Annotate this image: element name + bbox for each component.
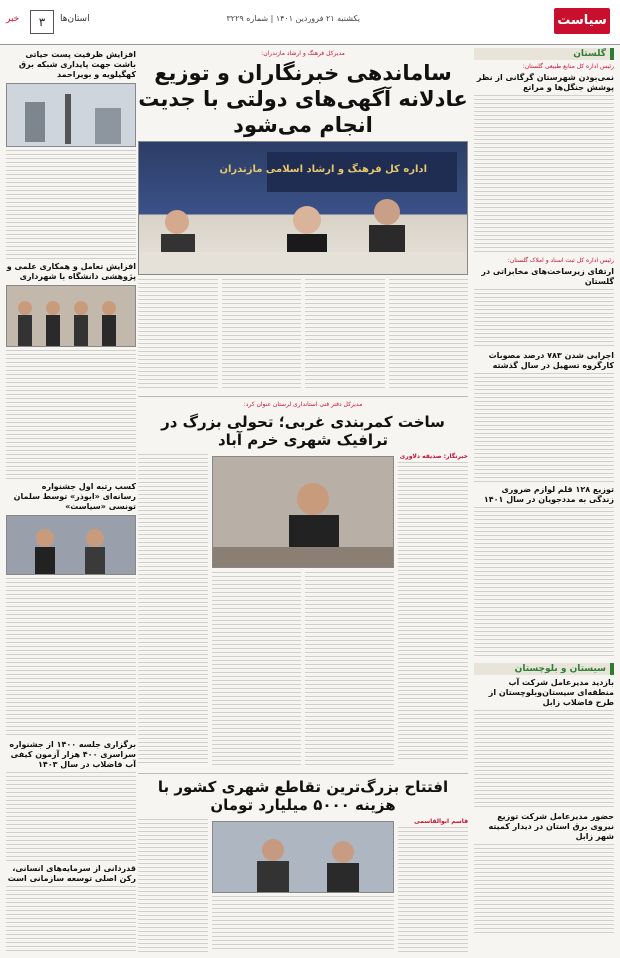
headline: افزایش ظرفیت پست حیاتی باشت جهت پایداری شبکه برق کهگیلویه و بویراحمد <box>18 50 136 79</box>
second-kicker: مدیرکل دفتر فنی استانداری لرستان عنوان کرد: <box>243 401 363 408</box>
second-photo <box>212 456 394 568</box>
section-sistan: سیستان و بلوچستان <box>474 663 614 675</box>
body-text <box>305 279 385 391</box>
body-text <box>474 289 614 349</box>
meeting-photo-graphic <box>138 142 467 274</box>
body-text <box>138 819 208 952</box>
body-text <box>6 886 136 952</box>
second-headline: ساخت کمربندی غربی؛ تحولی بزرگ در ترافیک شهری خرم آباد <box>161 413 445 449</box>
award-ceremony-graphic <box>6 516 135 574</box>
body-text <box>222 279 302 391</box>
body-text <box>398 827 468 952</box>
man-at-desk-graphic <box>213 457 393 567</box>
headline: کسب رتبه اول جشنواره رسانه‌ای «ابوذر» توسط سلمان تونسی «سیاست» <box>13 482 136 511</box>
third-author: قاسم ابوالقاسمی <box>414 818 468 825</box>
body-text <box>305 572 394 768</box>
body-text <box>212 572 301 768</box>
headline: توزیع ۱۲۸ قلم لوازم ضروری زندگی به مددجویان در سال ۱۴۰۱ <box>483 485 614 504</box>
headline: اجرایی شدن ۷۸۳ درصد مصوبات کارگروه تسهیل در سال گذشته <box>488 351 614 370</box>
body-text <box>6 772 136 862</box>
lead-kicker: مدیرکل فرهنگ و ارشاد مازندران: <box>261 50 345 57</box>
issue-date: یکشنبه ۲۱ فروردین ۱۴۰۱ | شماره ۳۲۲۹ <box>226 14 360 23</box>
newspaper-logo: سیاست <box>554 8 610 34</box>
substation-photo <box>6 83 136 147</box>
lead-headline: ساماندهی خبرنگاران و توزیع عادلانه آگهی‌های دولتی با جدیت انجام می‌شود <box>138 61 468 137</box>
middle-column <box>138 48 468 952</box>
body-text <box>474 373 614 483</box>
headline: برگزاری جلسه ۱۴۰۰ از جشنواره سراسری ۴۰۰ هزار آزمون کیفی آب فاضلاب در سال ۱۴۰۳ <box>9 740 136 769</box>
headline: بازدید مدیرعامل شرکت آب منطقه‌ای سیستان‌وبلوچستان از طرح فاضلاب زابل <box>488 678 614 707</box>
headline: ارتقای زیرساخت‌های مخابراتی در گلستان <box>481 267 614 286</box>
body-text <box>474 507 614 657</box>
news-label: خبر <box>6 14 20 24</box>
kicker: رئیس اداره کل منابع طبیعی گلستان: <box>522 63 614 70</box>
divider <box>138 773 468 774</box>
photo-caption: اداره کل فرهنگ و ارشاد اسلامی مازندران <box>219 164 427 175</box>
body-text <box>138 454 208 764</box>
third-headline: افتتاح بزرگ‌ترین تقاطع شهری کشور با هزینه ۵۰۰۰ میلیارد تومان <box>157 778 449 814</box>
headline: قدردانی از سرمایه‌های انسانی، رکن اصلی توسعه سازمانی است <box>7 864 136 883</box>
headline: افزایش تعامل و همکاری علمی و پژوهشی دانشگاه با شهرداری <box>6 262 136 281</box>
body-text <box>398 462 468 762</box>
page-number: ۳ <box>30 10 54 34</box>
body-text <box>474 710 614 810</box>
power-station-graphic <box>6 84 135 146</box>
lead-photo <box>138 141 468 275</box>
section-golestan: گلستان <box>474 48 614 60</box>
body-text <box>389 279 469 391</box>
divider <box>138 396 468 397</box>
body-text <box>6 150 136 260</box>
body-text <box>474 95 614 255</box>
headline: نمی‌بودن شهرستان گرگانی از نظر پوشش جنگل‌ها و مراتع <box>476 73 614 92</box>
kicker: رئیس اداره کل ثبت اسناد و املاک گلستان: <box>507 257 614 264</box>
second-author: خبرنگار: صدیقه دلاوری <box>399 453 468 460</box>
third-photo <box>212 821 394 893</box>
headline: حضور مدیرعامل شرکت توزیع نیروی برق استان در دیدار کمیته شهر زابل <box>488 812 614 841</box>
left-column <box>6 48 136 952</box>
right-column <box>474 48 614 952</box>
section-label: استان‌ها <box>60 14 90 24</box>
body-text <box>6 350 136 480</box>
group-photo <box>6 285 136 347</box>
body-text <box>212 896 394 952</box>
page-header <box>0 0 620 45</box>
body-text <box>6 578 136 738</box>
group-people-graphic <box>6 286 135 346</box>
body-text <box>138 279 218 391</box>
body-text <box>474 844 614 934</box>
interview-photo-graphic <box>213 822 393 892</box>
award-photo <box>6 515 136 575</box>
